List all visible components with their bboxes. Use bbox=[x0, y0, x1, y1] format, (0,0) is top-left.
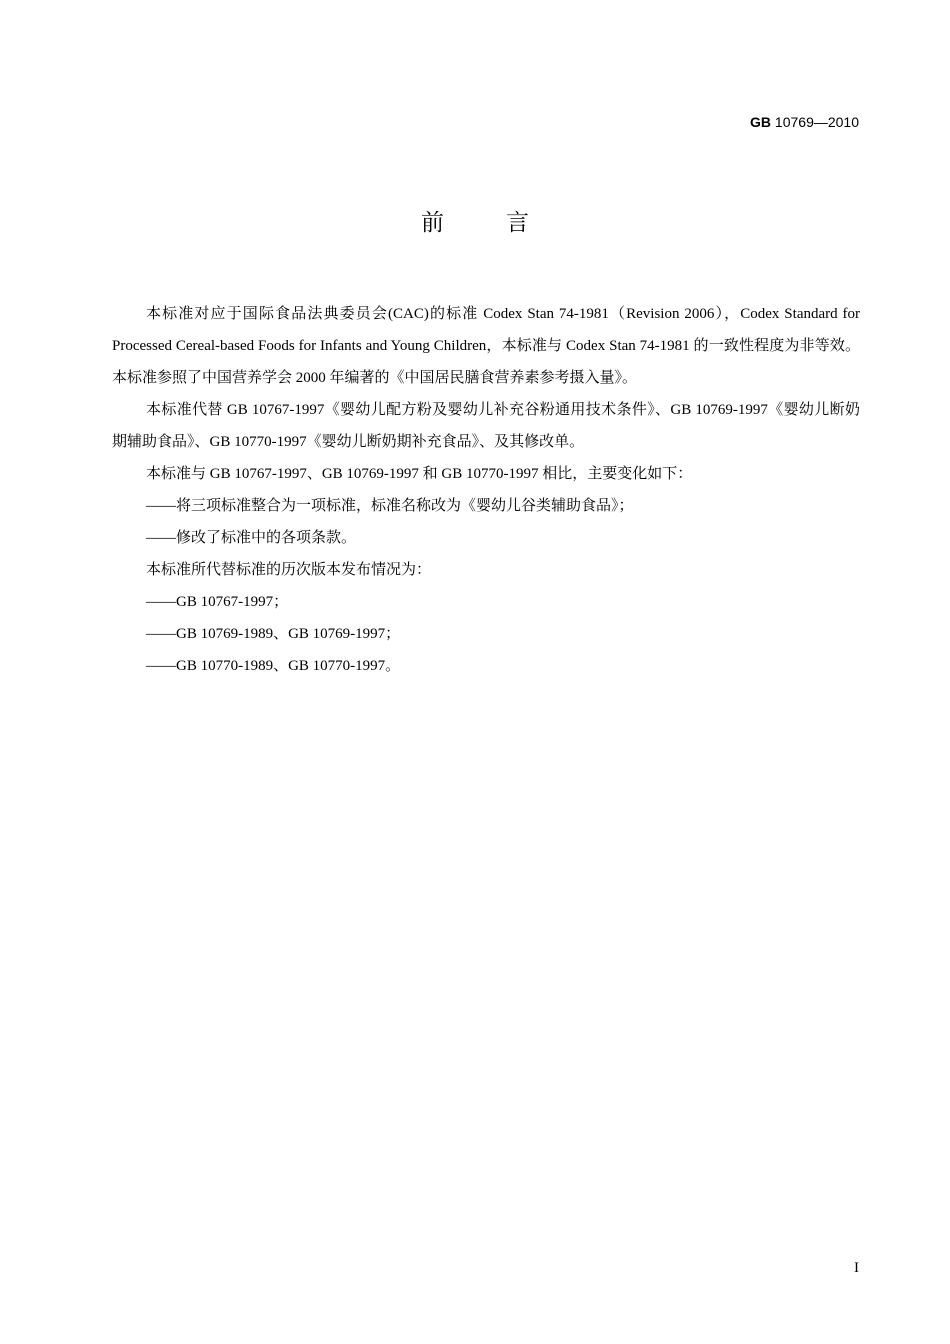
paragraph-history-intro: 本标准所代替标准的历次版本发布情况为： bbox=[146, 562, 432, 578]
standard-code-number: 10769—2010 bbox=[774, 114, 859, 130]
foreword-body bbox=[112, 298, 860, 682]
paragraph-correspondence: 本标准对应于国际食品法典委员会(CAC)的标准 Codex Stan 74-1981（Revision 2006），Codex Standard for Processed Cereal-based Foods for Infants and Young Children，本标准与 Codex Stan 74-1981 的一致性程度为非等效。本标准参照了中国营养学会 2000 年编著的《中国居民膳食营养素参考摄入量》。 bbox=[112, 306, 860, 386]
history-item: ——GB 10767-1997； bbox=[146, 594, 289, 610]
page-title: 前言 bbox=[421, 210, 591, 236]
standard-code bbox=[750, 114, 859, 130]
change-item: ——修改了标准中的各项条款。 bbox=[146, 530, 357, 546]
standard-code-prefix: GB bbox=[750, 114, 772, 130]
paragraph-changes-intro: 本标准与 GB 10767-1997、GB 10769-1997 和 GB 10770-1997 相比，主要变化如下： bbox=[146, 466, 693, 482]
change-item: ——将三项标准整合为一项标准，标准名称改为《婴幼儿谷类辅助食品》； bbox=[146, 498, 634, 514]
history-item: ——GB 10770-1989、GB 10770-1997。 bbox=[146, 658, 401, 674]
page-number: I bbox=[854, 1260, 859, 1276]
paragraph-replacement: 本标准代替 GB 10767-1997《婴幼儿配方粉及婴幼儿补充谷粉通用技术条件》、GB 10769-1997《婴幼儿断奶期辅助食品》、GB 10770-1997《婴幼儿断奶期补充食品》、及其修改单。 bbox=[112, 402, 860, 450]
history-item: ——GB 10769-1989、GB 10769-1997； bbox=[146, 626, 401, 642]
